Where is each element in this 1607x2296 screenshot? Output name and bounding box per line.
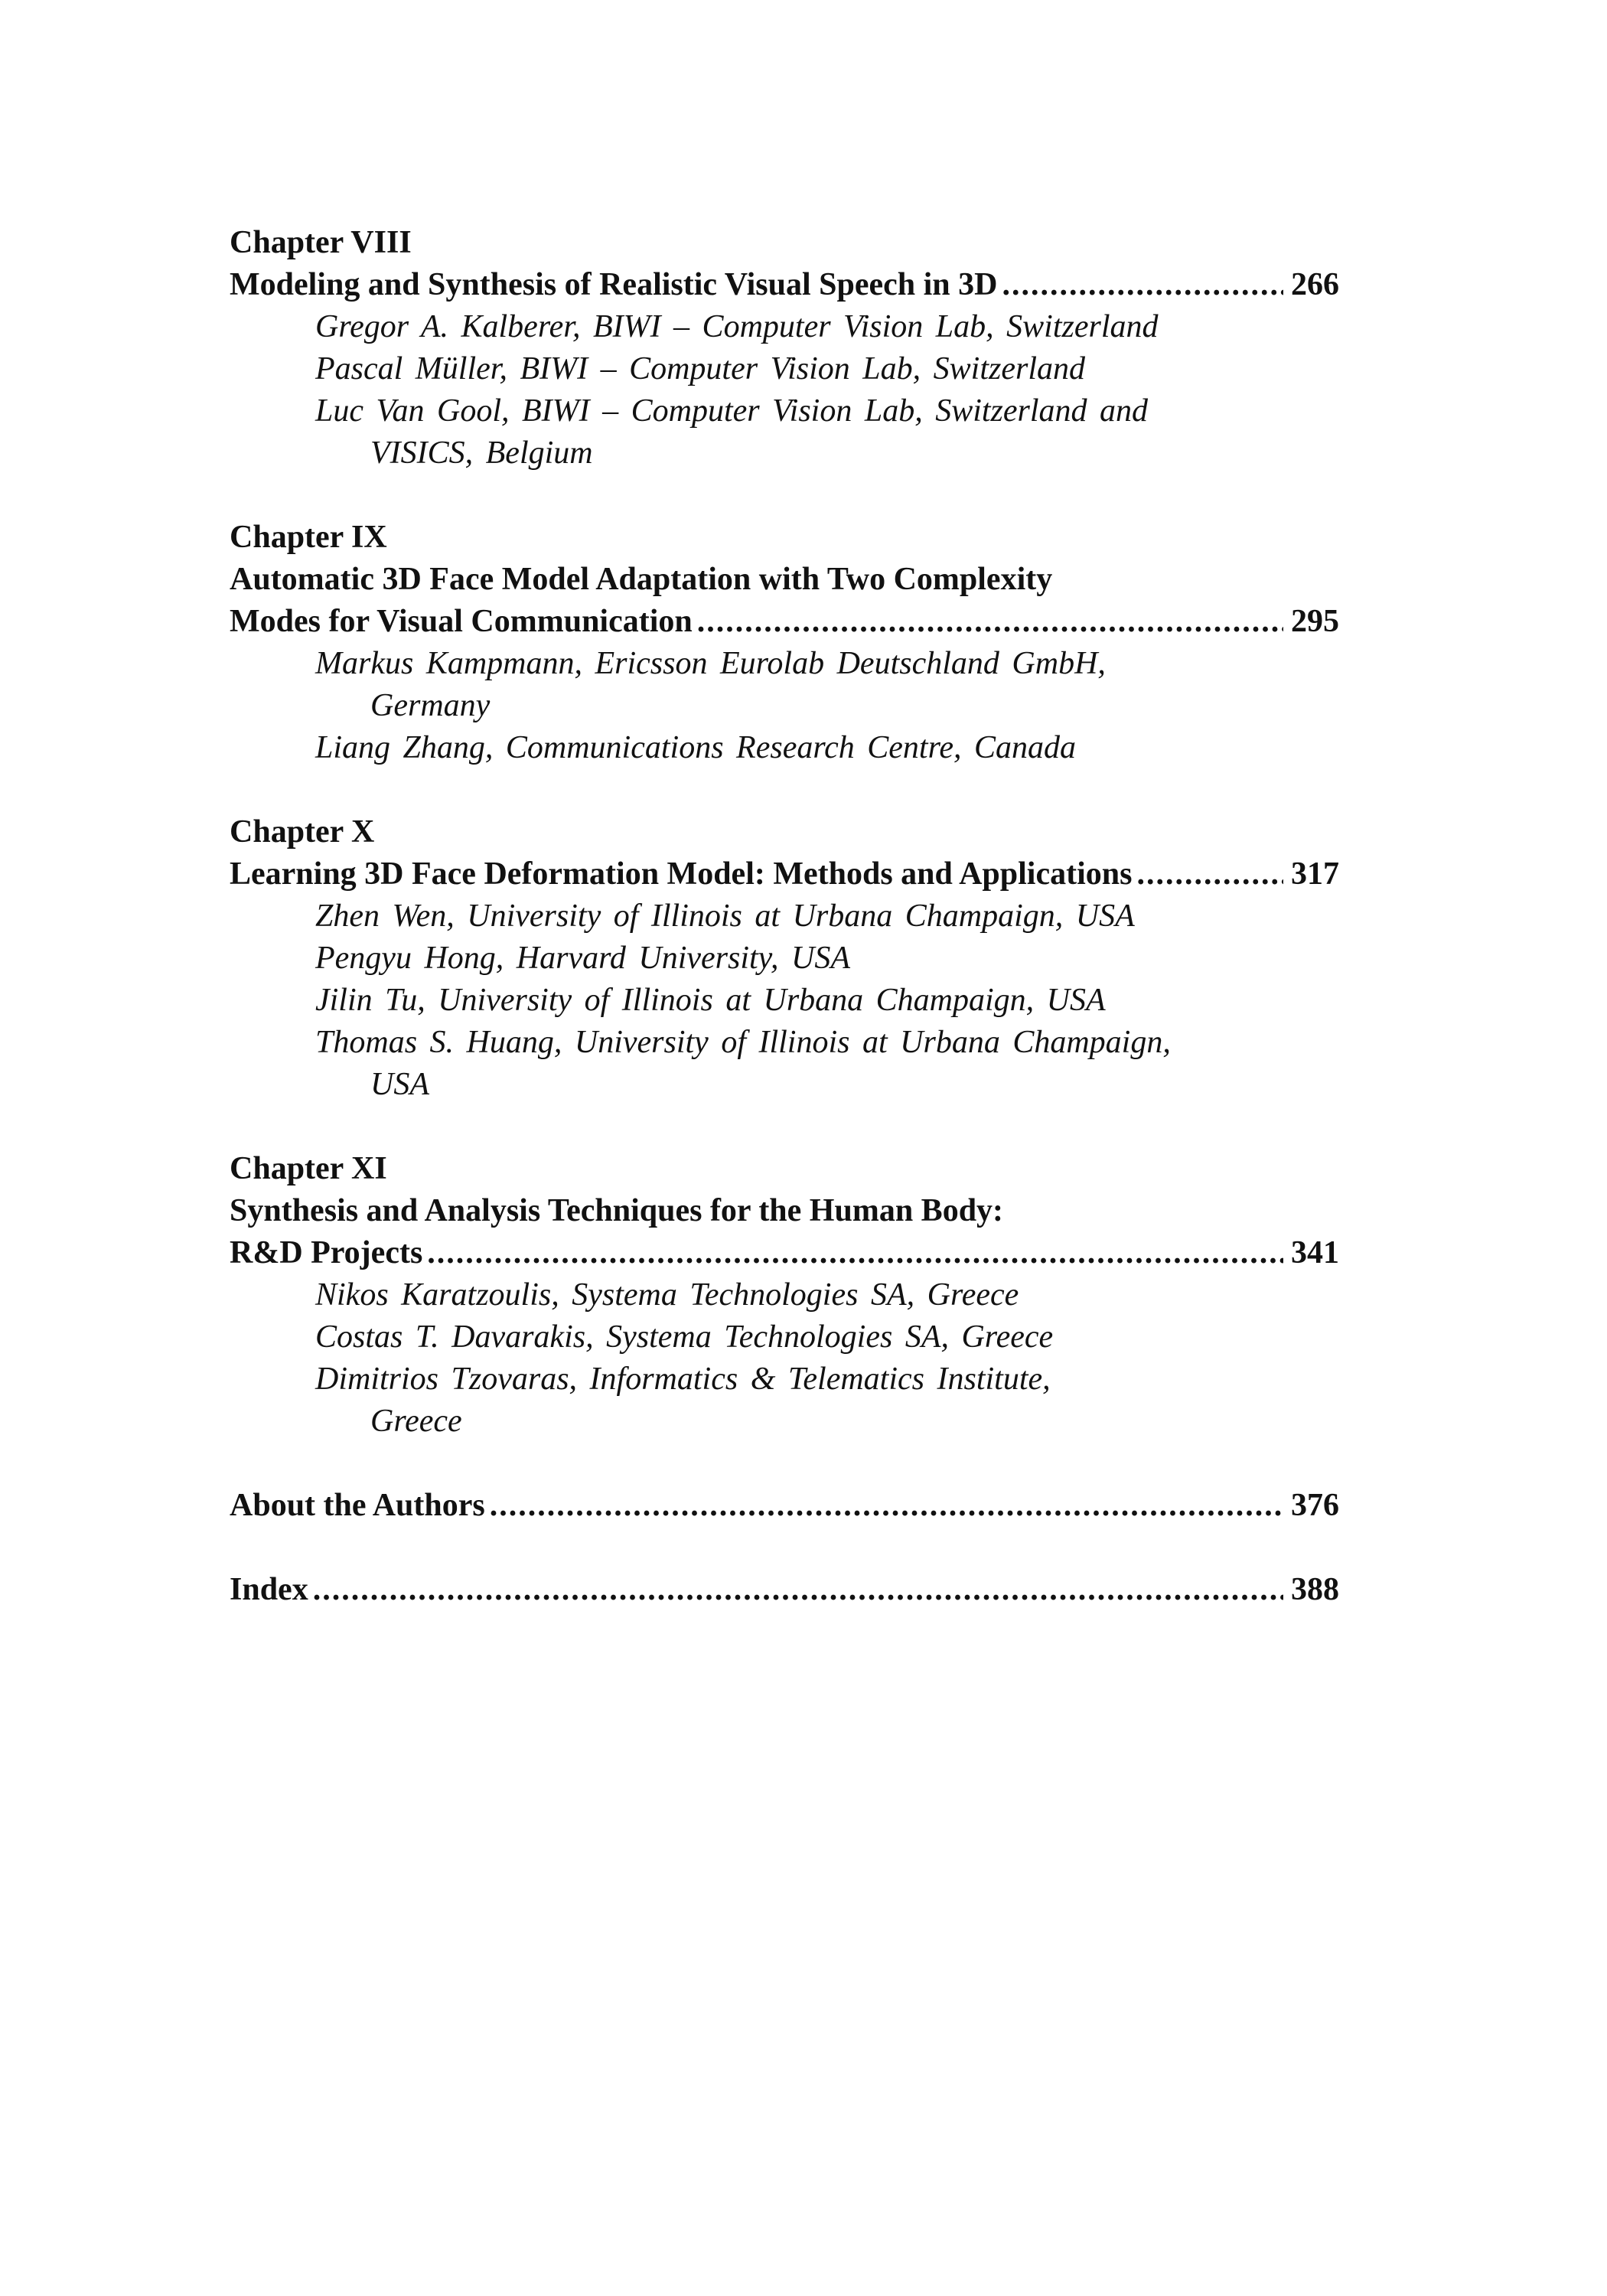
author-continuation: USA bbox=[370, 1067, 429, 1102]
author-entry bbox=[315, 1358, 1339, 1443]
author-continuation: Greece bbox=[370, 1404, 462, 1439]
author-line: Pascal Müller, BIWI – Computer Vision Lab, Switzerland bbox=[315, 351, 1086, 386]
chapter-title-line bbox=[230, 1232, 1339, 1274]
chapter-title: Learning 3D Face Deformation Model: Methods and Applications bbox=[230, 856, 1133, 892]
author-line: Markus Kampmann, Ericsson Eurolab Deutschland GmbH, bbox=[315, 646, 1106, 681]
dot-leader bbox=[1002, 264, 1283, 306]
dot-leader bbox=[697, 601, 1283, 643]
page-number: 388 bbox=[1291, 1572, 1339, 1607]
author-list bbox=[230, 306, 1339, 475]
author-line: Luc Van Gool, BIWI – Computer Vision Lab, Switzerland and bbox=[315, 393, 1149, 429]
author-line: Costas T. Davarakis, Systema Technologies SA, Greece bbox=[315, 1319, 1054, 1355]
dot-leader bbox=[313, 1569, 1283, 1611]
author-entry bbox=[315, 643, 1339, 727]
author-line: Pengyu Hong, Harvard University, USA bbox=[315, 941, 850, 976]
author-list bbox=[230, 895, 1339, 1106]
toc-entry-about-authors bbox=[230, 1485, 1339, 1527]
author-line: Thomas S. Huang, University of Illinois at Urbana Champaign, bbox=[315, 1025, 1171, 1060]
page-number: 317 bbox=[1291, 856, 1339, 892]
chapter-label: Chapter IX bbox=[230, 520, 387, 555]
chapter-entry bbox=[230, 811, 1339, 1106]
chapter-title-line: Synthesis and Analysis Techniques for the Human Body: bbox=[230, 1193, 1004, 1228]
dot-leader bbox=[427, 1232, 1283, 1274]
author-entry bbox=[315, 727, 1339, 769]
chapter-label: Chapter XI bbox=[230, 1151, 387, 1186]
author-continuation: Germany bbox=[370, 688, 491, 723]
author-entry bbox=[315, 348, 1339, 390]
author-list bbox=[230, 1274, 1339, 1443]
chapter-entry bbox=[230, 1148, 1339, 1443]
chapter-label: Chapter VIII bbox=[230, 225, 412, 260]
chapter-title-line bbox=[230, 601, 1339, 643]
author-line: Liang Zhang, Communications Research Centre, Canada bbox=[315, 730, 1077, 765]
dot-leader bbox=[490, 1485, 1283, 1527]
chapter-label: Chapter X bbox=[230, 814, 375, 850]
author-line: Nikos Karatzoulis, Systema Technologies SA, Greece bbox=[315, 1277, 1019, 1313]
author-entry bbox=[315, 390, 1339, 475]
toc-entry-index bbox=[230, 1569, 1339, 1611]
author-entry bbox=[315, 1022, 1339, 1106]
page-number: 376 bbox=[1291, 1488, 1339, 1523]
author-entry bbox=[315, 1316, 1339, 1358]
page-number: 295 bbox=[1291, 604, 1339, 639]
chapter-title: Modes for Visual Communication bbox=[230, 604, 693, 639]
author-line: Dimitrios Tzovaras, Informatics & Telematics Institute, bbox=[315, 1362, 1051, 1397]
author-entry bbox=[315, 980, 1339, 1022]
entry-title: About the Authors bbox=[230, 1488, 485, 1523]
chapter-title: Modeling and Synthesis of Realistic Visual Speech in 3D bbox=[230, 267, 998, 302]
author-list bbox=[230, 643, 1339, 769]
table-of-contents bbox=[230, 222, 1339, 1653]
dot-leader bbox=[1136, 853, 1283, 895]
chapter-title-line bbox=[230, 264, 1339, 306]
author-line: Gregor A. Kalberer, BIWI – Computer Vision Lab, Switzerland bbox=[315, 309, 1159, 344]
entry-title: Index bbox=[230, 1572, 308, 1607]
author-line: Zhen Wen, University of Illinois at Urbana Champaign, USA bbox=[315, 899, 1135, 934]
page-number: 266 bbox=[1291, 267, 1339, 302]
chapter-title-line bbox=[230, 853, 1339, 895]
chapter-title: R&D Projects bbox=[230, 1235, 423, 1270]
author-continuation: VISICS, Belgium bbox=[370, 435, 593, 471]
chapter-entry bbox=[230, 222, 1339, 475]
author-entry bbox=[315, 895, 1339, 938]
author-entry bbox=[315, 1274, 1339, 1316]
chapter-title-line: Automatic 3D Face Model Adaptation with Two Complexity bbox=[230, 562, 1053, 597]
author-line: Jilin Tu, University of Illinois at Urbana Champaign, USA bbox=[315, 983, 1106, 1018]
chapter-entry bbox=[230, 517, 1339, 769]
page-number: 341 bbox=[1291, 1235, 1339, 1270]
author-entry bbox=[315, 938, 1339, 980]
author-entry bbox=[315, 306, 1339, 348]
